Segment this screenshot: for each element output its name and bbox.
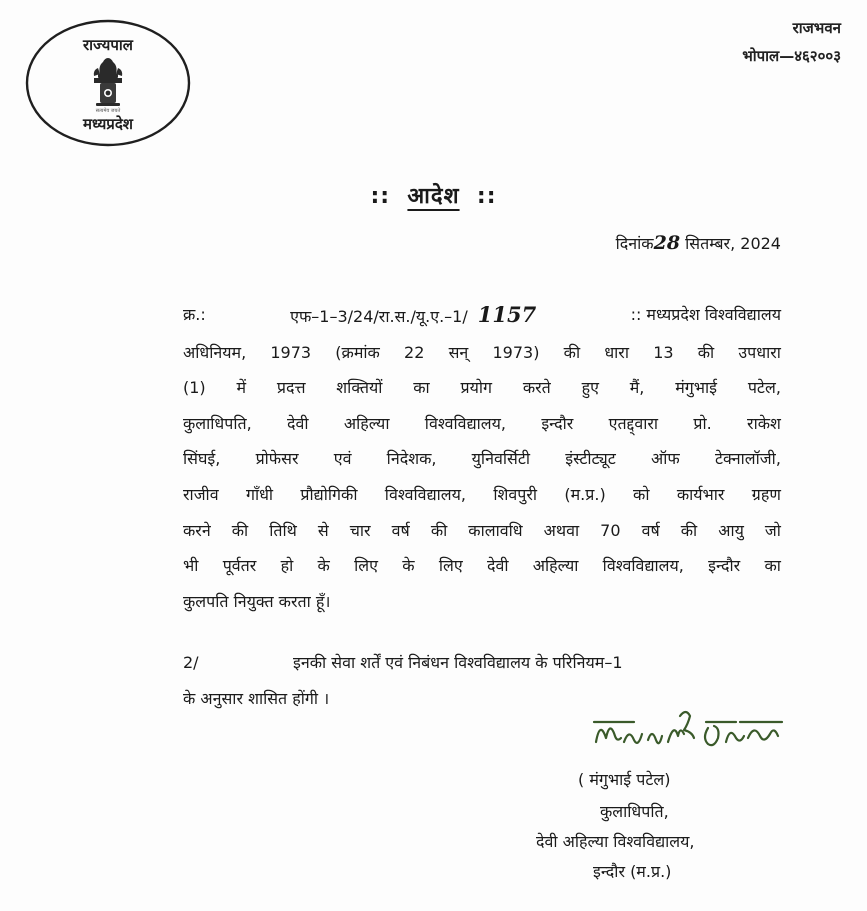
word: 1973) xyxy=(492,342,540,362)
word: राकेश xyxy=(747,413,781,433)
word: 70 xyxy=(600,520,621,540)
order-body xyxy=(183,297,781,619)
signatory-city: इन्दौर (म.प्र.) xyxy=(593,862,672,881)
handwritten-signature xyxy=(588,702,788,762)
word: कुलाधिपति, xyxy=(183,413,252,433)
word: भी xyxy=(183,556,199,576)
word: वर्ष xyxy=(391,520,410,540)
seal-motto: सत्यमेव जयते xyxy=(95,108,121,114)
word: देवी xyxy=(486,556,509,576)
word: (क्रमांक xyxy=(335,342,380,362)
word: एवं xyxy=(333,449,352,469)
word: प्रौद्योगिकी xyxy=(300,484,358,504)
word: निदेशक, xyxy=(386,449,437,469)
word: इन्दौर xyxy=(708,556,741,576)
ref-prefix: क्र.: xyxy=(183,305,206,324)
office-address xyxy=(742,14,841,70)
word: प्रो. xyxy=(693,413,712,433)
word: की xyxy=(231,520,249,540)
word: जो xyxy=(764,520,781,540)
word: की xyxy=(697,342,715,362)
word: ऑफ xyxy=(651,449,680,469)
word: वर्ष xyxy=(641,520,660,540)
word: (1) xyxy=(183,378,206,398)
seal-top-text: राज्यपाल xyxy=(83,36,133,54)
seal-bottom-text: मध्यप्रदेश xyxy=(82,115,133,133)
word: को xyxy=(633,484,650,504)
word: की xyxy=(680,520,698,540)
title-left-mark: :: xyxy=(370,184,391,209)
word: कार्यभार xyxy=(676,484,725,504)
order-line xyxy=(183,441,781,477)
word: की xyxy=(430,520,448,540)
word: लिए xyxy=(438,556,463,576)
word: अधिनियम, xyxy=(183,342,247,362)
word: तिथि xyxy=(269,520,297,540)
governor-seal xyxy=(24,18,192,148)
title-text: आदेश xyxy=(407,184,460,209)
word: 13 xyxy=(653,342,674,362)
title-right-mark: :: xyxy=(476,184,497,209)
word: उपधारा xyxy=(738,342,781,362)
order-line xyxy=(183,513,781,549)
word: की xyxy=(563,342,581,362)
ref-handwritten-number: 1157 xyxy=(477,302,537,327)
word: पूर्वतर xyxy=(222,556,257,576)
order-date xyxy=(616,232,781,254)
word: देवी xyxy=(287,413,309,433)
word: सिंघई, xyxy=(183,449,221,469)
word: इंस्टीट्यूट xyxy=(565,449,616,469)
word: चार xyxy=(349,520,371,540)
word: विश्वविद्यालय, xyxy=(424,413,507,433)
order-line-1 xyxy=(183,297,781,335)
signatory-name: ( मंगुभाई पटेल) xyxy=(578,770,671,789)
word: विश्वविद्यालय, xyxy=(384,484,467,504)
word: 1973 xyxy=(270,342,312,362)
order-line xyxy=(183,335,781,371)
signatory-university: देवी अहिल्या विश्वविद्यालय, xyxy=(536,832,695,851)
word: प्रदत्त xyxy=(276,378,306,398)
word: मैं, xyxy=(629,378,645,398)
order-line xyxy=(183,370,781,406)
word: अहिल्या xyxy=(532,556,579,576)
word: हो xyxy=(280,556,294,576)
word: एतद्द्वारा xyxy=(608,413,659,433)
order-line xyxy=(183,548,781,584)
date-day-handwritten: 28 xyxy=(653,232,681,254)
word: मंगुभाई xyxy=(675,378,718,398)
word: में xyxy=(236,378,247,398)
word: ग्रहण xyxy=(751,484,781,504)
clause-2-line-2: के अनुसार शासित होंगी । xyxy=(183,688,330,708)
date-month-year: सितम्बर, 2024 xyxy=(685,234,781,253)
word: लिए xyxy=(354,556,378,576)
word: धारा xyxy=(604,342,629,362)
clause-number: 2/ xyxy=(183,653,199,672)
order-text-line: :: मध्यप्रदेश विश्वविद्यालय xyxy=(630,305,781,324)
date-prefix: दिनांक xyxy=(615,234,654,253)
word: से xyxy=(317,520,329,540)
order-title xyxy=(0,180,867,210)
word: का xyxy=(764,556,781,576)
order-line: कुलपति नियुक्त करता हूँ। xyxy=(183,591,331,611)
word: राजीव xyxy=(183,484,219,504)
order-line xyxy=(183,406,781,442)
word: विश्वविद्यालय, xyxy=(602,556,684,576)
ref-number: एफ–1–3/24/रा.स./यू.ए.–1/ 1157 xyxy=(290,302,537,327)
order-line xyxy=(183,477,781,513)
signatory-designation: कुलाधिपति, xyxy=(600,802,669,821)
word: शिवपुरी xyxy=(493,484,538,504)
word: हुए xyxy=(581,378,599,398)
word: (म.प्र.) xyxy=(564,484,606,504)
word: का xyxy=(413,378,430,398)
clause-2-text-1: इनकी सेवा शर्तें एवं निबंधन विश्वविद्यालय के परिनियम–1 xyxy=(293,653,623,672)
word: 22 xyxy=(404,342,425,362)
word: गाँधी xyxy=(245,484,274,504)
word: के xyxy=(317,556,330,576)
word: पटेल, xyxy=(747,378,781,398)
word: सन् xyxy=(448,342,469,362)
word: अहिल्या xyxy=(343,413,390,433)
word: प्रोफेसर xyxy=(255,449,299,469)
word: अथवा xyxy=(543,520,580,540)
address-line-1: राजभवन xyxy=(792,19,841,37)
word: करते xyxy=(522,378,551,398)
word: इन्दौर xyxy=(541,413,574,433)
word: टेक्नालॉजी, xyxy=(714,449,781,469)
address-line-2: भोपाल—४६२००३ xyxy=(742,47,841,65)
word: करने xyxy=(183,520,211,540)
word: प्रयोग xyxy=(460,378,493,398)
clause-2-line-1 xyxy=(183,645,781,681)
word: आयु xyxy=(718,520,744,540)
word: कालावधि xyxy=(468,520,523,540)
word: शक्तियों xyxy=(336,378,383,398)
word: के xyxy=(402,556,415,576)
word: युनिवर्सिटी xyxy=(471,449,531,469)
